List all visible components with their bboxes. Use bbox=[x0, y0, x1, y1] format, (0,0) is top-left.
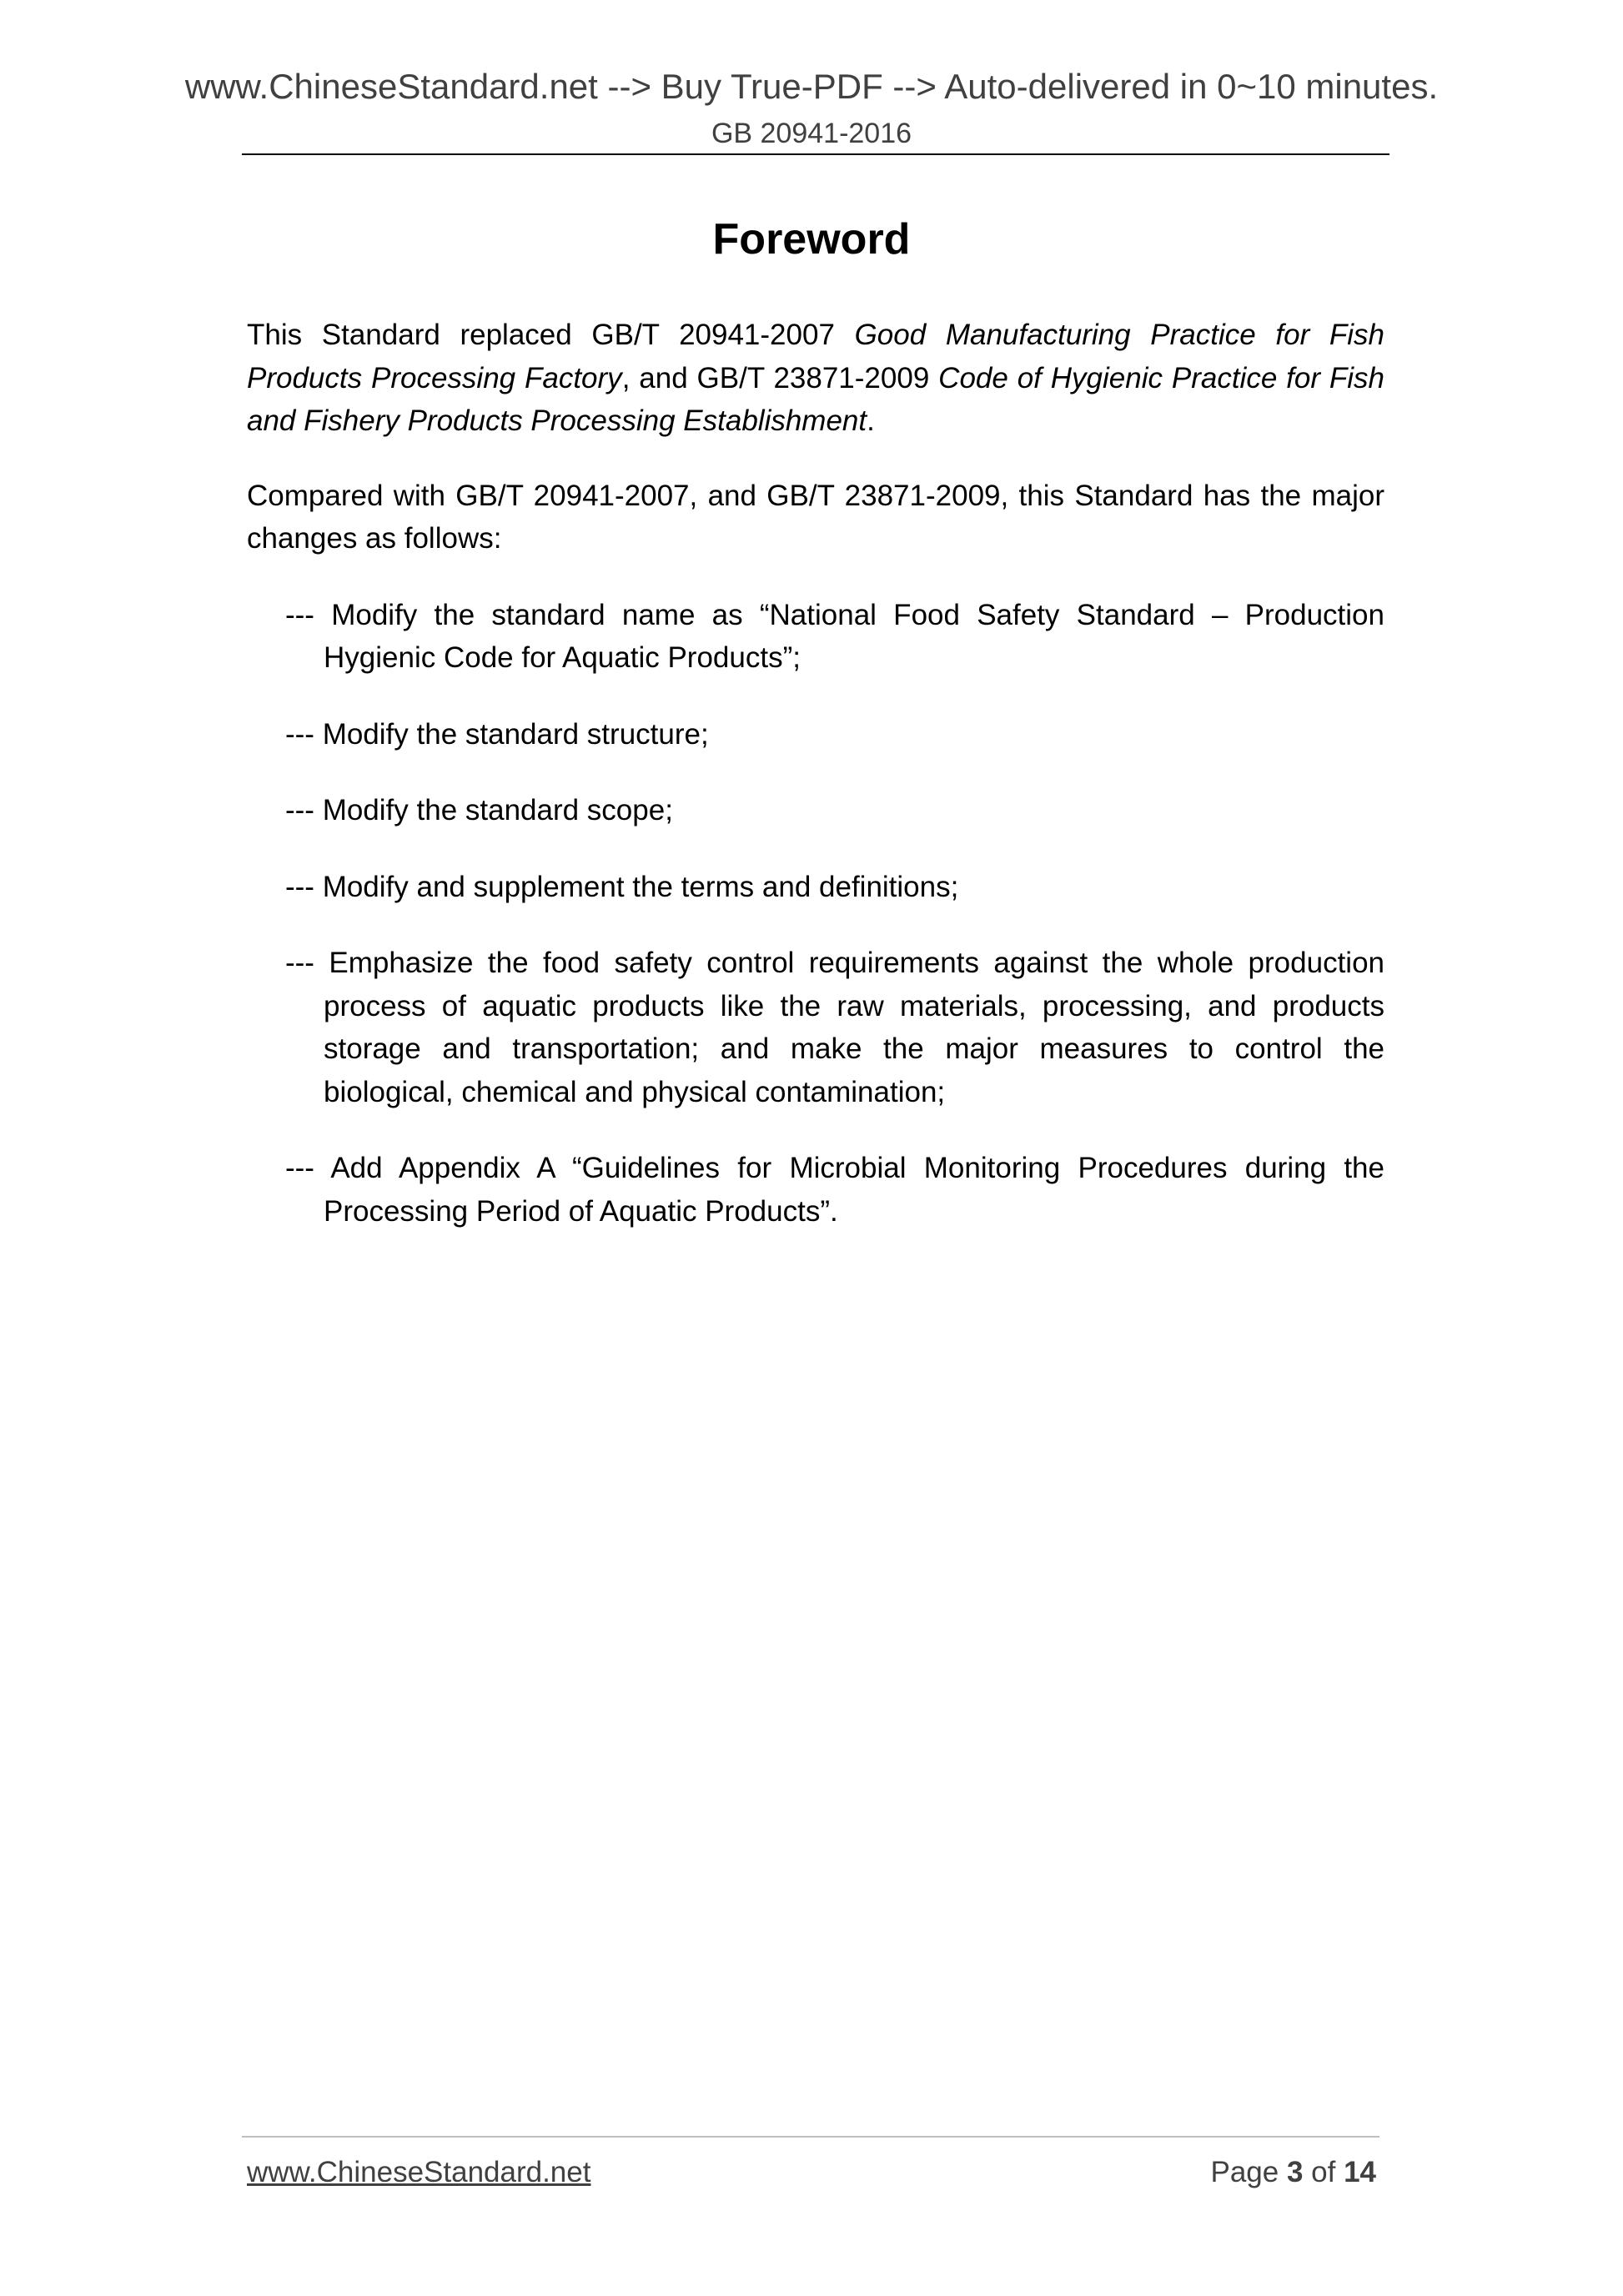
site-banner: www.ChineseStandard.net --> Buy True-PDF --> Auto-delivered in 0~10 minutes. bbox=[184, 67, 1439, 106]
footer-site-link[interactable]: www.ChineseStandard.net bbox=[247, 2156, 591, 2188]
page-number bbox=[1210, 2154, 1376, 2191]
intro-paragraph bbox=[247, 314, 1384, 443]
intro-text-2: , and GB/T 23871-2009 bbox=[621, 361, 939, 394]
intro-text-1: This Standard replaced GB/T 20941-2007 bbox=[247, 319, 855, 351]
list-item: --- Modify the standard scope; bbox=[285, 794, 673, 826]
replaced-standard-title-1: Good Manufacturing Practice for Fish Products Processing Factory bbox=[247, 319, 1384, 394]
header-divider bbox=[242, 153, 1389, 155]
list-item: --- Add Appendix A “Guidelines for Microbial Monitoring Procedures during the Processing Period of Aquatic Products”. bbox=[285, 1152, 1384, 1228]
list-item: --- Modify and supplement the terms and definitions; bbox=[285, 870, 959, 903]
list-item: --- Modify the standard structure; bbox=[285, 717, 709, 751]
foreword-body bbox=[247, 314, 1384, 1266]
list-item: --- Emphasize the food safety control requirements against the whole production process of aquatic products like the raw materials, processing, and products storage and transportation; and make the major measures to control the biological, chemical and physical contamination; bbox=[285, 947, 1384, 1108]
page-title: Foreword bbox=[712, 215, 911, 264]
replaced-standard-title-2: Code of Hygienic Practice for Fish and Fishery Products Processing Establishment bbox=[247, 361, 1384, 437]
standard-code: GB 20941-2016 bbox=[711, 118, 912, 149]
page-current: 3 bbox=[1286, 2156, 1304, 2188]
page-prefix: Page bbox=[1210, 2156, 1287, 2188]
intro-text-3: . bbox=[867, 404, 875, 437]
list-item: --- Modify the standard name as “National Food Safety Standard – Production Hygienic Code for Aquatic Products”; bbox=[285, 598, 1384, 674]
comparison-paragraph: Compared with GB/T 20941-2007, and GB/T 23871-2009, this Standard has the major changes as follows: bbox=[247, 479, 1384, 555]
page-total: 14 bbox=[1344, 2156, 1376, 2188]
changes-list bbox=[247, 594, 1384, 1233]
footer-divider bbox=[242, 2136, 1379, 2138]
page-of: of bbox=[1303, 2156, 1344, 2188]
